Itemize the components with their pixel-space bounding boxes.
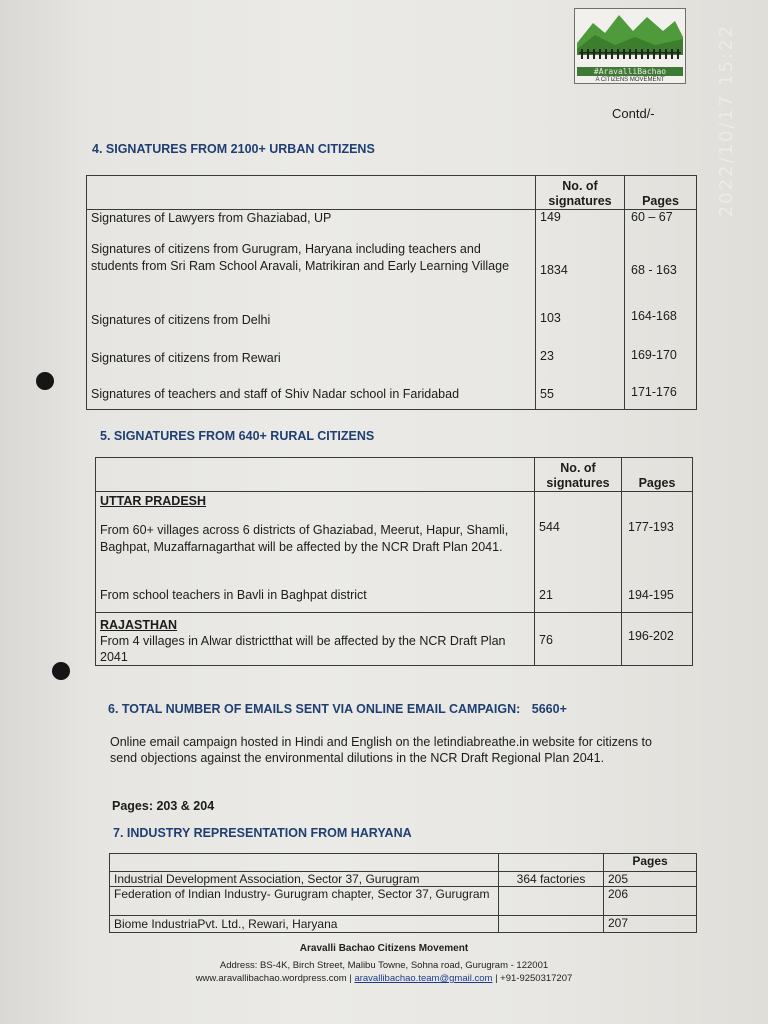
section-6-pages: Pages: 203 & 204 [112, 799, 215, 813]
row-count: 76 [535, 613, 622, 666]
row-label: Signatures of Lawyers from Ghaziabad, UP [87, 210, 536, 238]
row-pages: 68 - 163 [625, 237, 697, 303]
col-header-signatures: No. of signatures [535, 458, 622, 492]
table-row [96, 508, 693, 582]
punch-hole [36, 372, 54, 390]
row-pages: 171-176 [625, 381, 697, 410]
row-pages: 205 [604, 872, 697, 887]
section-7-title: 7. INDUSTRY REPRESENTATION FROM HARYANA [113, 826, 412, 840]
contd-label: Contd/- [612, 106, 655, 121]
row-label-rajasthan [96, 613, 535, 666]
row-pages: 196-202 [622, 613, 693, 666]
section-6-title [108, 702, 567, 716]
row-label: Industrial Development Association, Sector 37, Gurugram [110, 872, 499, 887]
row-count [499, 916, 604, 933]
logo-hashtag: #AravalliBachao [577, 67, 683, 76]
row-pages: 194-195 [622, 582, 693, 613]
row-count: 1834 [536, 237, 625, 303]
row-pages: 169-170 [625, 343, 697, 381]
row-label: From 60+ villages across 6 districts of Ghaziabad, Meerut, Hapur, Shamli, Baghpat, Muzaffarnagarthat will be affected by the NCR Draft Plan 2041. [96, 508, 535, 582]
logo-subtitle: A CITIZENS MOVEMENT [595, 77, 665, 83]
table-row [87, 237, 697, 303]
table-row [87, 381, 697, 410]
col-header-pages: Pages [622, 458, 693, 492]
table-row [110, 916, 697, 933]
row-label: Signatures of citizens from Gurugram, Haryana including teachers and students from Sri Ram School Aravali, Matrikiran and Early Learning Village [87, 237, 536, 303]
row-count: 55 [536, 381, 625, 410]
section-4-title: 4. SIGNATURES FROM 2100+ URBAN CITIZENS [92, 142, 375, 156]
row-count: 21 [535, 582, 622, 613]
row-label: From 4 villages in Alwar districtthat will be affected by the NCR Draft Plan 2041 [100, 634, 506, 664]
table-row [96, 582, 693, 613]
row-pages: 207 [604, 916, 697, 933]
footer-address: Address: BS-4K, Birch Street, Malibu Towne, Sohna road, Gurugram - 122001 [219, 960, 549, 971]
footer-separator: | [495, 973, 498, 984]
row-count [499, 887, 604, 916]
row-count: 103 [536, 303, 625, 343]
col-header-signatures: No. of signatures [536, 176, 625, 210]
table-row [110, 872, 697, 887]
table-row [96, 613, 693, 666]
row-pages: 164-168 [625, 303, 697, 343]
aravalli-bachao-logo [574, 8, 686, 84]
industry-table [109, 853, 697, 933]
row-label: From school teachers in Bavli in Baghpat district [96, 582, 535, 613]
row-label: Signatures of citizens from Rewari [87, 343, 536, 381]
table-row [87, 210, 697, 238]
col-header-pages: Pages [604, 854, 697, 872]
row-count: 149 [536, 210, 625, 238]
punch-hole [52, 662, 70, 680]
rural-signatures-table [95, 457, 693, 666]
row-count: 544 [535, 508, 622, 582]
group-title: UTTAR PRADESH [100, 494, 207, 508]
empty-cell [535, 492, 622, 509]
urban-signatures-table [86, 175, 697, 410]
photo-timestamp: 2022/10/17 15:22 [716, 24, 737, 218]
table-row [110, 887, 697, 916]
table-header-empty [499, 854, 604, 872]
col-header-pages: Pages [625, 176, 697, 210]
footer-email-link[interactable]: aravallibachao.team@gmail.com [354, 973, 493, 984]
group-label-uttar-pradesh [96, 492, 535, 509]
footer-website-link[interactable]: www.aravallibachao.wordpress.com [195, 973, 347, 984]
footer-org: Aravalli Bachao Citizens Movement [299, 943, 469, 954]
row-pages: 60 – 67 [625, 210, 697, 238]
mountain-logo-icon [575, 9, 685, 67]
table-row [87, 303, 697, 343]
table-row [87, 343, 697, 381]
row-pages: 206 [604, 887, 697, 916]
section-5-title: 5. SIGNATURES FROM 640+ RURAL CITIZENS [100, 429, 375, 443]
section-6-heading: 6. TOTAL NUMBER OF EMAILS SENT VIA ONLINE EMAIL CAMPAIGN: [108, 702, 521, 716]
row-label: Signatures of citizens from Delhi [87, 303, 536, 343]
row-label: Federation of Indian Industry- Gurugram chapter, Sector 37, Gurugram [110, 887, 499, 916]
footer-separator: | [349, 973, 352, 984]
table-header-empty [87, 176, 536, 210]
row-label: Signatures of teachers and staff of Shiv Nadar school in Faridabad [87, 381, 536, 410]
group-title: RAJASTHAN [100, 618, 178, 632]
email-total: 5660+ [531, 702, 567, 716]
row-count: 364 factories [499, 872, 604, 887]
row-label: Biome IndustriaPvt. Ltd., Rewari, Haryana [110, 916, 499, 933]
row-count: 23 [536, 343, 625, 381]
footer-contact [0, 973, 768, 984]
table-header-empty [110, 854, 499, 872]
empty-cell [622, 492, 693, 509]
row-pages: 177-193 [622, 508, 693, 582]
section-6-body: Online email campaign hosted in Hindi and English on the letindiabreathe.in website for citizens to send objections against the environmental dilutions in the NCR Draft Regional Plan 2041. [110, 735, 652, 765]
footer-phone: +91-9250317207 [500, 973, 573, 984]
table-header-empty [96, 458, 535, 492]
